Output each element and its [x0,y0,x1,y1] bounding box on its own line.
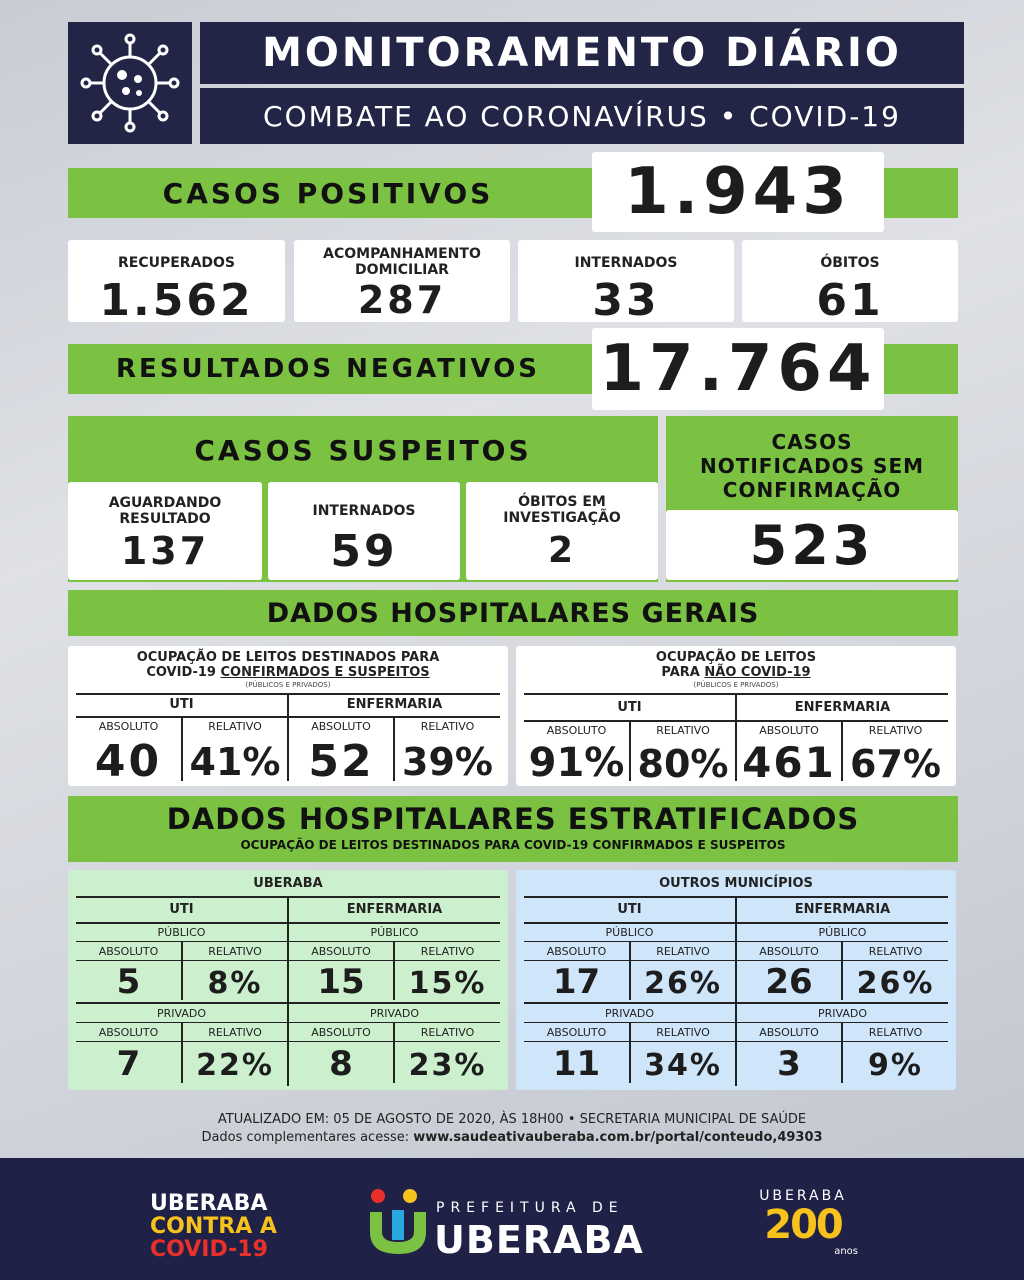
label-privado: PRIVADO [818,1007,867,1020]
outros-municipios-table [516,870,956,1090]
more-info [0,1128,1024,1146]
pub-uti-absoluto: 5 [116,962,141,1002]
header-logo [68,22,192,144]
col-uti: UTI [617,902,642,917]
sub-relativo: RELATIVO [208,720,262,733]
pub-uti-relativo: 8% [207,966,263,1001]
label-publico: PÚBLICO [157,926,206,939]
table-note: (PÚBLICOS E PRIVADOS) [693,681,779,689]
col-uti: UTI [169,902,194,917]
card-susp-internados [268,482,460,580]
card-label: INTERNADOS [312,503,416,519]
pub-uti-absoluto: 17 [552,962,601,1002]
label-privado: PRIVADO [157,1007,206,1020]
card-value: 59 [330,526,398,577]
card-value: 137 [120,529,210,573]
card-value: 61 [816,275,884,326]
card-label: ÓBITOS [820,255,880,271]
footer-band [0,1158,1024,1280]
prefeitura-emblem-icon [366,1186,430,1258]
campaign-logo [150,1192,330,1261]
card-acompanhamento [294,240,510,322]
gerais-nao-covid-table [516,646,956,786]
col-uti: UTI [617,700,642,715]
estratificados-subtitle: OCUPAÇÃO DE LEITOS DESTINADOS PARA COVID-19 CONFIRMADOS E SUSPEITOS [240,838,786,852]
anniversary-top: UBERABA [759,1188,847,1204]
estratificados-header [68,796,958,862]
sub-absoluto: ABSOLUTO [311,1026,371,1039]
negativos-label: RESULTADOS NEGATIVOS [115,354,541,384]
uti-absoluto: 91% [528,740,625,786]
enf-absoluto: 461 [742,738,836,787]
rule [76,960,500,961]
card-label: AGUARDANDO RESULTADO [108,495,222,527]
campaign-line: UBERABA [150,1191,268,1216]
table-note: (PÚBLICOS E PRIVADOS) [245,681,331,689]
prefeitura-name: UBERABA [434,1218,644,1262]
card-value: 2 [547,530,577,571]
card-aguardando [68,482,262,580]
card-obitos [742,240,958,326]
card-label: RECUPERADOS [117,255,236,271]
card-internados [518,240,734,326]
updated-text: ATUALIZADO EM: 05 DE AGOSTO DE 2020, ÀS 18H00 • SECRETARIA MUNICIPAL DE SAÚDE [217,1111,807,1127]
card-label: ACOMPANHAMENTO DOMICILIAR [323,246,481,278]
sub-absoluto: ABSOLUTO [759,724,819,737]
sub-relativo: RELATIVO [420,945,475,958]
sub-relativo: RELATIVO [208,945,262,958]
sub-relativo: RELATIVO [656,1026,710,1039]
enf-relativo: 67% [850,742,941,786]
card-obitos-invest [466,482,658,580]
card-value: 287 [357,278,447,322]
priv-enf-absoluto: 8 [329,1044,353,1084]
col-enfermaria: ENFERMARIA [346,697,443,712]
sub-absoluto: ABSOLUTO [98,945,159,958]
sub-relativo: RELATIVO [656,724,710,737]
priv-uti-absoluto: 11 [552,1044,601,1084]
anniversary-logo [748,1188,858,1268]
more-info-prefix: Dados complementares acesse: [201,1129,410,1145]
sub-relativo: RELATIVO [420,1026,475,1039]
suspeitos-label: CASOS SUSPEITOS [194,433,532,467]
sub-absoluto: ABSOLUTO [759,1026,819,1039]
table-title-para: PARA [661,665,700,680]
pub-enf-relativo: 26% [856,966,935,1001]
uti-relativo: 80% [637,742,729,786]
sub-relativo: RELATIVO [868,945,923,958]
sub-absoluto: ABSOLUTO [98,720,159,733]
prefeitura-top: PREFEITURA DE [436,1200,624,1216]
sub-relativo: RELATIVO [868,1026,923,1039]
enf-absoluto: 52 [308,736,374,787]
anniversary-sub: anos [834,1246,858,1257]
pub-uti-relativo: 26% [644,966,722,1001]
enf-relativo: 39% [402,740,493,784]
card-value: 1.562 [99,275,254,326]
campaign-line: CONTRA A [150,1214,277,1239]
card-recuperados [68,240,285,326]
pub-enf-absoluto: 26 [765,962,813,1002]
card-value: 33 [592,275,660,326]
sub-relativo: RELATIVO [868,724,923,737]
uti-relativo: 41% [189,740,281,784]
label-privado: PRIVADO [370,1007,419,1020]
rule [524,1022,948,1023]
sub-absoluto: ABSOLUTO [546,945,607,958]
sub-absoluto: ABSOLUTO [546,724,607,737]
col-enfermaria: ENFERMARIA [794,902,891,917]
gerais-title: DADOS HOSPITALARES GERAIS [68,590,958,636]
priv-enf-relativo: 23% [408,1048,487,1083]
positivos-value: 1.943 [592,152,884,232]
campaign-line: COVID-19 [150,1237,268,1262]
negativos-value: 17.764 [592,328,884,410]
more-info-link[interactable]: www.saudeativauberaba.com.br/portal/conteudo,49303 [413,1129,823,1145]
card-label: INTERNADOS [574,255,678,271]
rule [76,1022,500,1023]
rule [76,1002,500,1004]
rule [524,960,948,961]
sub-relativo: RELATIVO [420,720,475,733]
card-label: ÓBITOS EM INVESTIGAÇÃO [503,494,621,526]
page-title: MONITORAMENTO DIÁRIO [200,22,964,84]
rule [524,1041,948,1042]
priv-enf-relativo: 9% [868,1048,923,1083]
table-title-line1: OCUPAÇÃO DE LEITOS DESTINADOS PARA [136,650,440,665]
rule [524,941,948,942]
sub-absoluto: ABSOLUTO [311,720,371,733]
table-title-covid: COVID-19 [146,665,216,680]
prefeitura-logo [366,1186,666,1266]
label-publico: PÚBLICO [370,926,419,939]
uberaba-table [68,870,508,1090]
positivos-label: CASOS POSITIVOS [162,176,494,210]
table-title-emph: NÃO COVID-19 [704,665,811,680]
page-subtitle: COMBATE AO CORONAVÍRUS • COVID-19 [200,88,964,144]
sub-absoluto: ABSOLUTO [546,1026,607,1039]
sub-absoluto: ABSOLUTO [311,945,371,958]
notificados-value: 523 [666,510,958,580]
rule [76,941,500,942]
priv-uti-relativo: 22% [196,1048,274,1083]
table-title-line2 [68,665,508,680]
virus-icon [78,31,182,135]
table-title-line2 [516,665,956,680]
table-title-emph: CONFIRMADOS E SUSPEITOS [220,665,430,680]
label-privado: PRIVADO [605,1007,654,1020]
sub-relativo: RELATIVO [656,945,710,958]
priv-uti-relativo: 34% [644,1048,722,1083]
uti-absoluto: 40 [94,736,163,787]
pub-enf-absoluto: 15 [317,962,365,1002]
col-uti: UTI [169,697,194,712]
pub-enf-relativo: 15% [408,966,487,1001]
sub-absoluto: ABSOLUTO [759,945,819,958]
priv-enf-absoluto: 3 [777,1044,801,1084]
notificados-label: CASOS NOTIFICADOS SEM CONFIRMAÇÃO [699,430,925,502]
table-title: OUTROS MUNICÍPIOS [659,876,813,891]
table-title: UBERABA [253,876,323,891]
rule [76,1041,500,1042]
col-enfermaria: ENFERMARIA [794,700,891,715]
table-title-line1: OCUPAÇÃO DE LEITOS [655,650,817,665]
priv-uti-absoluto: 7 [116,1044,141,1084]
label-publico: PÚBLICO [605,926,654,939]
rule [524,1002,948,1004]
anniversary-number: 200 [764,1202,842,1248]
gerais-covid-table [68,646,508,786]
label-publico: PÚBLICO [818,926,867,939]
sub-absoluto: ABSOLUTO [98,1026,159,1039]
sub-relativo: RELATIVO [208,1026,262,1039]
estratificados-title: DADOS HOSPITALARES ESTRATIFICADOS [166,802,860,836]
col-enfermaria: ENFERMARIA [346,902,443,917]
